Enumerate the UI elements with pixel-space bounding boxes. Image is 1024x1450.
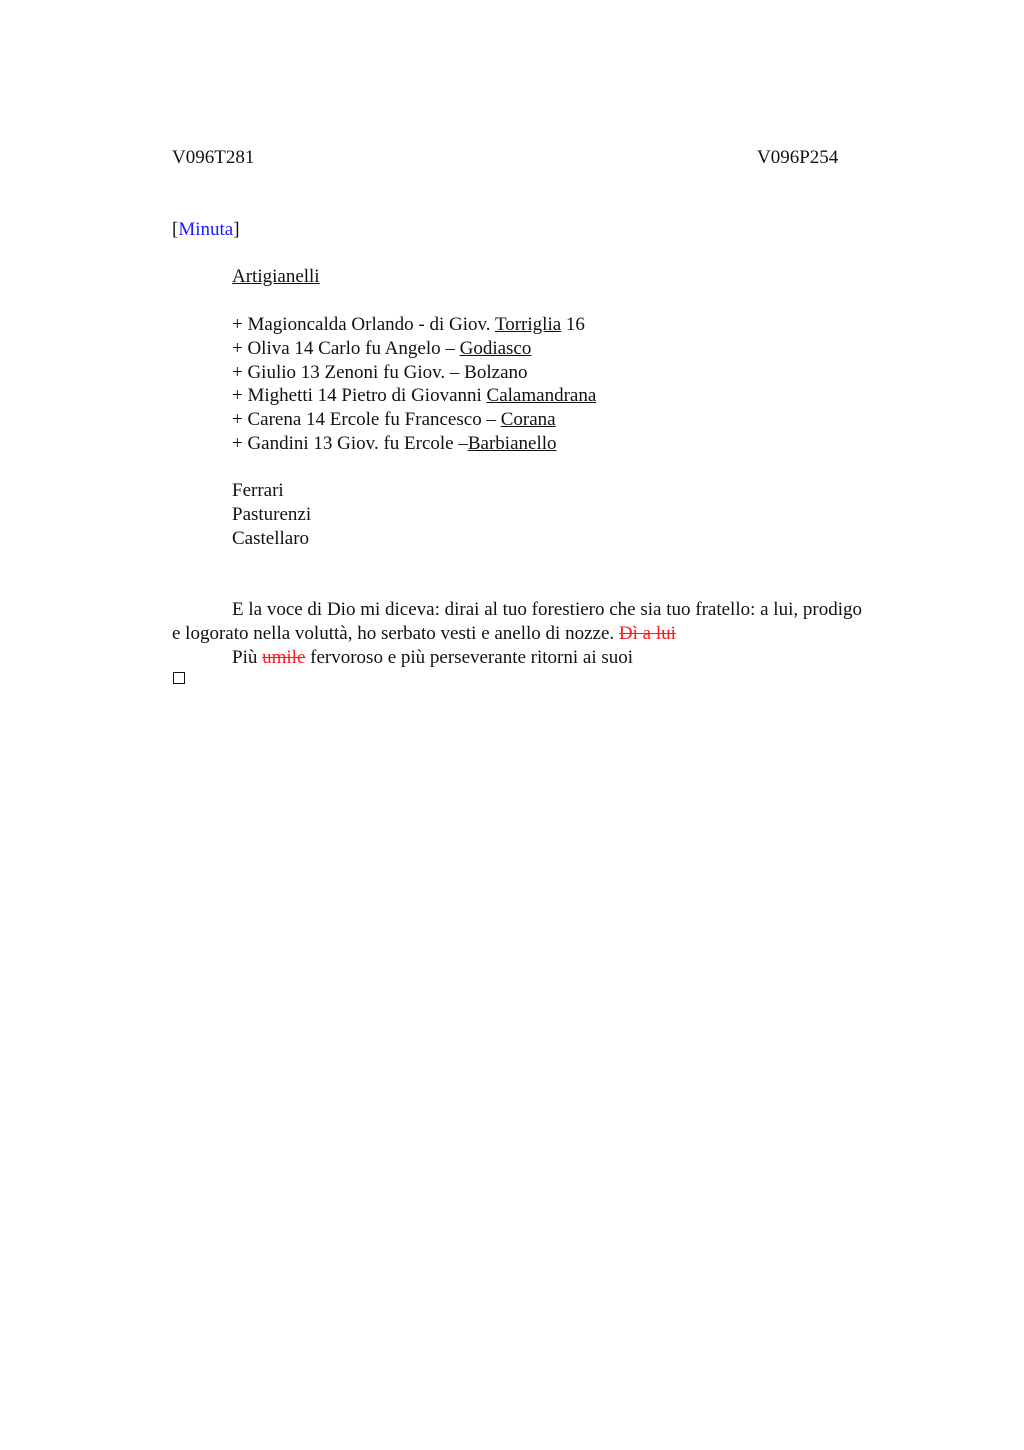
paragraph-line-1: E la voce di Dio mi diceva: dirai al tuo forestiero che sia tuo fratello: a lui, prodigo: [232, 599, 862, 620]
line-3-start: Più: [232, 647, 263, 668]
list-item: [232, 361, 596, 385]
entry-place: Barbianello: [467, 432, 557, 454]
entry-place: Torriglia: [494, 314, 562, 335]
square-marker-icon: [173, 672, 185, 684]
list-item: [232, 337, 596, 361]
entry-text: + Oliva 14 Carlo fu Angelo –: [232, 337, 460, 359]
name-item: Ferrari: [232, 480, 284, 501]
line-3-end: fervoroso e più perseverante ritorni ai suoi: [305, 647, 634, 668]
minuta-link[interactable]: Minuta: [178, 219, 234, 240]
paragraph-line-3: [172, 646, 918, 670]
entry-text: + Magioncalda Orlando - di Giov.: [232, 314, 495, 335]
list-item: [232, 432, 596, 456]
list-item: [232, 313, 596, 337]
entry-place: Corana: [500, 409, 556, 431]
paragraph-line-2: [172, 622, 918, 646]
entry-text: + Giulio 13 Zenoni fu Giov. – Bolzano: [232, 361, 528, 383]
entry-place: Calamandrana: [486, 385, 597, 407]
entry-tail: 16: [561, 314, 585, 335]
name-list: [232, 479, 311, 550]
name-item: Pasturenzi: [232, 503, 312, 525]
section-title: Artigianelli: [232, 266, 320, 287]
label-bracket-close: ]: [233, 219, 240, 240]
list-item: [232, 384, 596, 408]
name-item: Castellaro: [232, 527, 310, 549]
list-item: [232, 408, 596, 432]
document-code-right: V096P254: [757, 147, 839, 168]
deleted-word: umile: [262, 647, 306, 668]
line-2-text: e logorato nella voluttà, ho serbato vesti e anello di nozze.: [172, 623, 619, 644]
entry-text: + Mighetti 14 Pietro di Giovanni: [232, 385, 487, 407]
entry-list: [232, 313, 596, 456]
label-bracket-open: [: [172, 219, 179, 240]
entry-text: + Carena 14 Ercole fu Francesco –: [232, 409, 501, 431]
document-code-left: V096T281: [172, 147, 255, 168]
entry-place: Godiasco: [459, 337, 532, 359]
deleted-text: Dì a lui: [618, 623, 676, 644]
document-label: [172, 218, 240, 242]
entry-text: + Gandini 13 Giov. fu Ercole –: [232, 432, 468, 454]
body-paragraph: [172, 598, 918, 670]
